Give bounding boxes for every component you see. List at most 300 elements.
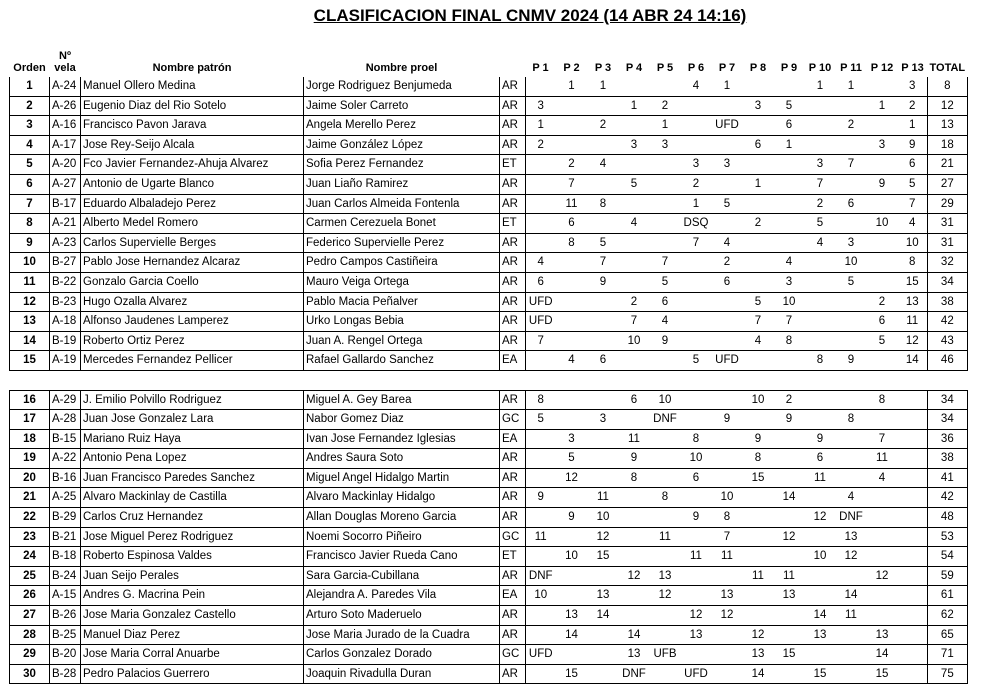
cell-race-score: 8 [681, 429, 712, 449]
cell-patron: Mariano Ruiz Haya [81, 429, 304, 449]
cell-patron: Jose Maria Corral Anuarbe [81, 645, 304, 665]
cell-race-score: 6 [712, 272, 743, 292]
header-race: P 2 [563, 62, 580, 74]
cell-race-score [526, 547, 556, 567]
cell-race-score: 1 [556, 77, 588, 96]
cell-race-score [805, 527, 836, 547]
cell-race-score: 14 [619, 625, 650, 645]
cell-race-score [867, 547, 898, 567]
table-row [10, 312, 968, 332]
cell-orden: 17 [10, 410, 50, 430]
cell-total: 31 [928, 233, 968, 253]
spacer-cell [619, 370, 650, 390]
cell-race-score: 15 [743, 468, 774, 488]
cell-race-score: DNF [650, 410, 681, 430]
cell-race-score: 2 [556, 155, 588, 175]
table-row [10, 625, 968, 645]
cell-race-score: 9 [743, 429, 774, 449]
table-row [10, 566, 968, 586]
cell-race-score: 10 [650, 390, 681, 410]
cell-patron: Manuel Diaz Perez [81, 625, 304, 645]
cell-race-score: 3 [712, 155, 743, 175]
cell-race-score: 15 [556, 664, 588, 684]
cell-race-score: 6 [588, 351, 619, 371]
cell-race-score: 7 [743, 312, 774, 332]
cell-race-score: 13 [712, 586, 743, 606]
cell-patron: Juan Seijo Perales [81, 566, 304, 586]
cell-race-score: 12 [650, 586, 681, 606]
cell-race-score [836, 214, 867, 234]
cell-race-score: 2 [898, 96, 928, 116]
cell-race-score: 13 [898, 292, 928, 312]
cell-race-score: 12 [681, 606, 712, 626]
cell-race-score: 10 [867, 214, 898, 234]
cell-race-score: 4 [588, 155, 619, 175]
cell-race-score [805, 566, 836, 586]
cell-race-score [836, 390, 867, 410]
cell-race-score: 13 [743, 645, 774, 665]
cell-race-score [836, 566, 867, 586]
cell-race-score [619, 547, 650, 567]
cell-race-score [588, 135, 619, 155]
cell-race-score [556, 645, 588, 665]
cell-orden: 9 [10, 233, 50, 253]
cell-race-score: 10 [836, 253, 867, 273]
cell-race-score [681, 292, 712, 312]
cell-race-score: 11 [588, 488, 619, 508]
cell-race-score: 8 [619, 468, 650, 488]
cell-race-score [774, 625, 805, 645]
header-race: P 7 [718, 62, 736, 74]
cell-race-score: 8 [898, 253, 928, 273]
table-row [10, 77, 968, 96]
cell-race-score [743, 508, 774, 528]
cell-orden: 21 [10, 488, 50, 508]
table-row [10, 292, 968, 312]
cell-flota: EA [500, 351, 526, 371]
cell-patron: Juan Jose Gonzalez Lara [81, 410, 304, 430]
cell-race-score: 5 [867, 331, 898, 351]
cell-race-score: 5 [712, 194, 743, 214]
cell-race-score: 9 [681, 508, 712, 528]
cell-race-score [650, 625, 681, 645]
cell-race-score [619, 77, 650, 96]
cell-race-score [774, 449, 805, 469]
cell-race-score [805, 645, 836, 665]
header-race: P 12 [870, 62, 894, 74]
cell-race-score [898, 410, 928, 430]
cell-race-score: 11 [619, 429, 650, 449]
cell-race-score: 10 [556, 547, 588, 567]
cell-race-score [556, 566, 588, 586]
cell-race-score: 9 [867, 174, 898, 194]
cell-race-score [743, 272, 774, 292]
cell-patron: Hugo Ozalla Alvarez [81, 292, 304, 312]
cell-race-score: 4 [556, 351, 588, 371]
cell-proel: Francisco Javier Rueda Cano [304, 547, 500, 567]
cell-race-score [588, 645, 619, 665]
cell-race-score: 2 [712, 253, 743, 273]
cell-race-score: 14 [836, 586, 867, 606]
table-row [10, 664, 968, 684]
cell-race-score: UFB [650, 645, 681, 665]
cell-race-score [556, 410, 588, 430]
cell-race-score [867, 508, 898, 528]
table-row [10, 351, 968, 371]
cell-race-score: 8 [805, 351, 836, 371]
cell-flota: EA [500, 586, 526, 606]
cell-proel: Juan A. Rengel Ortega [304, 331, 500, 351]
cell-vela: B-18 [50, 547, 81, 567]
cell-race-score: 5 [650, 272, 681, 292]
cell-flota: AR [500, 488, 526, 508]
cell-race-score: 7 [650, 253, 681, 273]
cell-race-score [556, 312, 588, 332]
header-race: P 10 [808, 62, 832, 74]
cell-race-score: 7 [898, 194, 928, 214]
cell-race-score: 7 [712, 527, 743, 547]
cell-race-score: 3 [588, 410, 619, 430]
cell-race-score [556, 96, 588, 116]
cell-race-score [588, 96, 619, 116]
cell-orden: 6 [10, 174, 50, 194]
cell-race-score [867, 116, 898, 136]
cell-race-score: 6 [867, 312, 898, 332]
spacer-cell [588, 370, 619, 390]
cell-proel: Jose Maria Jurado de la Cuadra [304, 625, 500, 645]
cell-race-score: 3 [681, 155, 712, 175]
cell-race-score [774, 194, 805, 214]
cell-race-score: 9 [526, 488, 556, 508]
cell-proel: Nabor Gomez Diaz [304, 410, 500, 430]
cell-race-score [898, 606, 928, 626]
cell-race-score [836, 664, 867, 684]
cell-total: 36 [928, 429, 968, 449]
spacer-cell [805, 370, 836, 390]
cell-orden: 10 [10, 253, 50, 273]
cell-proel: Carmen Cerezuela Bonet [304, 214, 500, 234]
cell-race-score [774, 429, 805, 449]
cell-race-score [556, 253, 588, 273]
cell-race-score: 14 [556, 625, 588, 645]
cell-race-score: 1 [650, 116, 681, 136]
cell-race-score [805, 312, 836, 332]
cell-race-score [898, 449, 928, 469]
cell-race-score: UFD [526, 645, 556, 665]
cell-vela: B-19 [50, 331, 81, 351]
cell-race-score: 9 [805, 429, 836, 449]
header-orden: Orden [13, 62, 46, 74]
cell-race-score: 12 [774, 527, 805, 547]
cell-race-score [898, 586, 928, 606]
cell-race-score [526, 351, 556, 371]
cell-race-score: 11 [712, 547, 743, 567]
cell-race-score: 6 [681, 468, 712, 488]
cell-race-score [836, 468, 867, 488]
cell-race-score [774, 233, 805, 253]
header-race: P 11 [840, 62, 862, 74]
cell-race-score [650, 351, 681, 371]
cell-race-score: 6 [556, 214, 588, 234]
cell-race-score [898, 625, 928, 645]
cell-race-score [805, 135, 836, 155]
cell-proel: Arturo Soto Maderuelo [304, 606, 500, 626]
cell-race-score: 3 [650, 135, 681, 155]
cell-race-score [743, 155, 774, 175]
cell-proel: Angela Merello Perez [304, 116, 500, 136]
cell-vela: A-20 [50, 155, 81, 175]
cell-race-score: 4 [743, 331, 774, 351]
cell-orden: 3 [10, 116, 50, 136]
cell-total: 62 [928, 606, 968, 626]
cell-race-score [712, 664, 743, 684]
cell-race-score: 10 [588, 508, 619, 528]
table-row [10, 606, 968, 626]
cell-race-score: 3 [867, 135, 898, 155]
cell-race-score: 6 [619, 390, 650, 410]
cell-total: 42 [928, 312, 968, 332]
cell-race-score [619, 155, 650, 175]
cell-race-score: 13 [805, 625, 836, 645]
spacer-cell [650, 370, 681, 390]
cell-vela: A-15 [50, 586, 81, 606]
cell-race-score: 15 [588, 547, 619, 567]
cell-race-score [712, 449, 743, 469]
table-row [10, 390, 968, 410]
cell-orden: 25 [10, 566, 50, 586]
cell-race-score [650, 429, 681, 449]
cell-vela: A-27 [50, 174, 81, 194]
cell-patron: Juan Francisco Paredes Sanchez [81, 468, 304, 488]
cell-race-score: 15 [805, 664, 836, 684]
cell-proel: Noemi Socorro Piñeiro [304, 527, 500, 547]
cell-race-score: 8 [526, 390, 556, 410]
table-row [10, 96, 968, 116]
cell-race-score: 7 [867, 429, 898, 449]
cell-proel: Pedro Campos Castiñeira [304, 253, 500, 273]
cell-race-score: 4 [619, 214, 650, 234]
cell-total: 65 [928, 625, 968, 645]
cell-race-score [867, 272, 898, 292]
cell-vela: B-24 [50, 566, 81, 586]
cell-race-score [712, 312, 743, 332]
cell-race-score [619, 272, 650, 292]
table-row [10, 645, 968, 665]
cell-race-score [898, 547, 928, 567]
page-title: CLASIFICACION FINAL CNMV 2024 (14 ABR 24 14:16) [313, 6, 747, 25]
cell-race-score: 12 [898, 331, 928, 351]
cell-race-score [867, 351, 898, 371]
cell-race-score [588, 664, 619, 684]
spacer-cell [526, 370, 556, 390]
cell-race-score: 10 [774, 292, 805, 312]
table-row [10, 410, 968, 430]
cell-race-score [712, 96, 743, 116]
cell-race-score [556, 527, 588, 547]
cell-flota: AR [500, 331, 526, 351]
cell-proel: Urko Longas Bebia [304, 312, 500, 332]
table-row [10, 586, 968, 606]
cell-vela: B-16 [50, 468, 81, 488]
cell-race-score: 5 [681, 351, 712, 371]
spacer-cell [928, 370, 968, 390]
cell-race-score [681, 312, 712, 332]
cell-race-score [805, 96, 836, 116]
cell-flota: EA [500, 429, 526, 449]
cell-race-score [681, 390, 712, 410]
header-vela: Nº vela [54, 50, 76, 74]
cell-race-score: UFD [712, 116, 743, 136]
header-race: P 1 [532, 62, 549, 74]
cell-race-score: 3 [619, 135, 650, 155]
cell-vela: B-25 [50, 625, 81, 645]
cell-race-score: UFD [681, 664, 712, 684]
cell-race-score: 3 [774, 272, 805, 292]
cell-race-score [681, 527, 712, 547]
cell-race-score [556, 586, 588, 606]
cell-race-score: 8 [774, 331, 805, 351]
header-race: P 13 [901, 62, 924, 74]
cell-race-score: 14 [743, 664, 774, 684]
cell-patron: Fco Javier Fernandez-Ahuja Alvarez [81, 155, 304, 175]
cell-race-score: 9 [619, 449, 650, 469]
cell-vela: A-22 [50, 449, 81, 469]
cell-race-score [681, 253, 712, 273]
cell-total: 32 [928, 253, 968, 273]
spacer-cell [743, 370, 774, 390]
cell-race-score [712, 135, 743, 155]
cell-race-score: 7 [836, 155, 867, 175]
cell-race-score [743, 488, 774, 508]
cell-race-score: 11 [743, 566, 774, 586]
cell-race-score [898, 508, 928, 528]
cell-race-score: 9 [588, 272, 619, 292]
cell-flota: GC [500, 527, 526, 547]
cell-orden: 16 [10, 390, 50, 410]
cell-race-score: 4 [805, 233, 836, 253]
cell-race-score: 11 [556, 194, 588, 214]
cell-race-score [805, 116, 836, 136]
cell-race-score: 9 [712, 410, 743, 430]
spacer-cell [500, 370, 526, 390]
cell-race-score [805, 586, 836, 606]
cell-patron: Jose Maria Gonzalez Castello [81, 606, 304, 626]
cell-race-score: 12 [743, 625, 774, 645]
cell-race-score: 5 [588, 233, 619, 253]
cell-vela: A-23 [50, 233, 81, 253]
cell-race-score: DNF [619, 664, 650, 684]
cell-total: 41 [928, 468, 968, 488]
cell-race-score [743, 253, 774, 273]
cell-race-score [743, 410, 774, 430]
cell-patron: Alfonso Jaudenes Lamperez [81, 312, 304, 332]
cell-patron: Pablo Jose Hernandez Alcaraz [81, 253, 304, 273]
cell-race-score: 12 [805, 508, 836, 528]
cell-race-score: 11 [526, 527, 556, 547]
cell-race-score [526, 664, 556, 684]
cell-race-score [712, 429, 743, 449]
cell-race-score [588, 566, 619, 586]
cell-patron: Manuel Ollero Medina [81, 77, 304, 96]
cell-total: 42 [928, 488, 968, 508]
cell-race-score: 11 [898, 312, 928, 332]
cell-race-score: 15 [867, 664, 898, 684]
cell-race-score: DSQ [681, 214, 712, 234]
table-row [10, 272, 968, 292]
cell-race-score [774, 664, 805, 684]
cell-vela: A-26 [50, 96, 81, 116]
cell-race-score: 13 [556, 606, 588, 626]
cell-race-score [619, 233, 650, 253]
cell-orden: 4 [10, 135, 50, 155]
cell-race-score: 2 [774, 390, 805, 410]
cell-race-score: 2 [681, 174, 712, 194]
cell-race-score [743, 233, 774, 253]
cell-race-score [588, 292, 619, 312]
header-race: P 9 [780, 62, 798, 74]
cell-race-score [712, 468, 743, 488]
cell-race-score [681, 96, 712, 116]
cell-total: 29 [928, 194, 968, 214]
cell-orden: 11 [10, 272, 50, 292]
cell-race-score [681, 410, 712, 430]
cell-race-score [805, 292, 836, 312]
cell-race-score [556, 390, 588, 410]
cell-proel: Sofia Perez Fernandez [304, 155, 500, 175]
cell-flota: AR [500, 174, 526, 194]
cell-flota: ET [500, 155, 526, 175]
cell-flota: AR [500, 566, 526, 586]
cell-race-score: 1 [805, 77, 836, 96]
cell-race-score [526, 625, 556, 645]
cell-race-score: 12 [556, 468, 588, 488]
cell-proel: Ivan Jose Fernandez Iglesias [304, 429, 500, 449]
cell-race-score [836, 449, 867, 469]
cell-race-score: 4 [774, 253, 805, 273]
cell-race-score [898, 664, 928, 684]
cell-race-score [619, 410, 650, 430]
table-row [10, 547, 968, 567]
cell-race-score: 4 [867, 468, 898, 488]
cell-flota: AR [500, 116, 526, 136]
cell-total: 12 [928, 96, 968, 116]
cell-flota: ET [500, 547, 526, 567]
cell-race-score [805, 390, 836, 410]
cell-race-score: 6 [836, 194, 867, 214]
cell-flota: AR [500, 468, 526, 488]
cell-race-score [898, 488, 928, 508]
cell-race-score: 12 [588, 527, 619, 547]
cell-race-score: 3 [556, 429, 588, 449]
cell-orden: 20 [10, 468, 50, 488]
cell-race-score: 1 [836, 77, 867, 96]
cell-race-score [526, 77, 556, 96]
cell-race-score: 6 [898, 155, 928, 175]
cell-race-score [898, 645, 928, 665]
cell-flota: AR [500, 77, 526, 96]
cell-vela: A-25 [50, 488, 81, 508]
cell-race-score [650, 468, 681, 488]
cell-race-score [712, 214, 743, 234]
cell-race-score: UFD [526, 312, 556, 332]
cell-race-score: 3 [898, 77, 928, 96]
cell-orden: 12 [10, 292, 50, 312]
table-row [10, 116, 968, 136]
cell-total: 27 [928, 174, 968, 194]
cell-vela: A-17 [50, 135, 81, 155]
cell-race-score [898, 390, 928, 410]
cell-race-score [681, 116, 712, 136]
